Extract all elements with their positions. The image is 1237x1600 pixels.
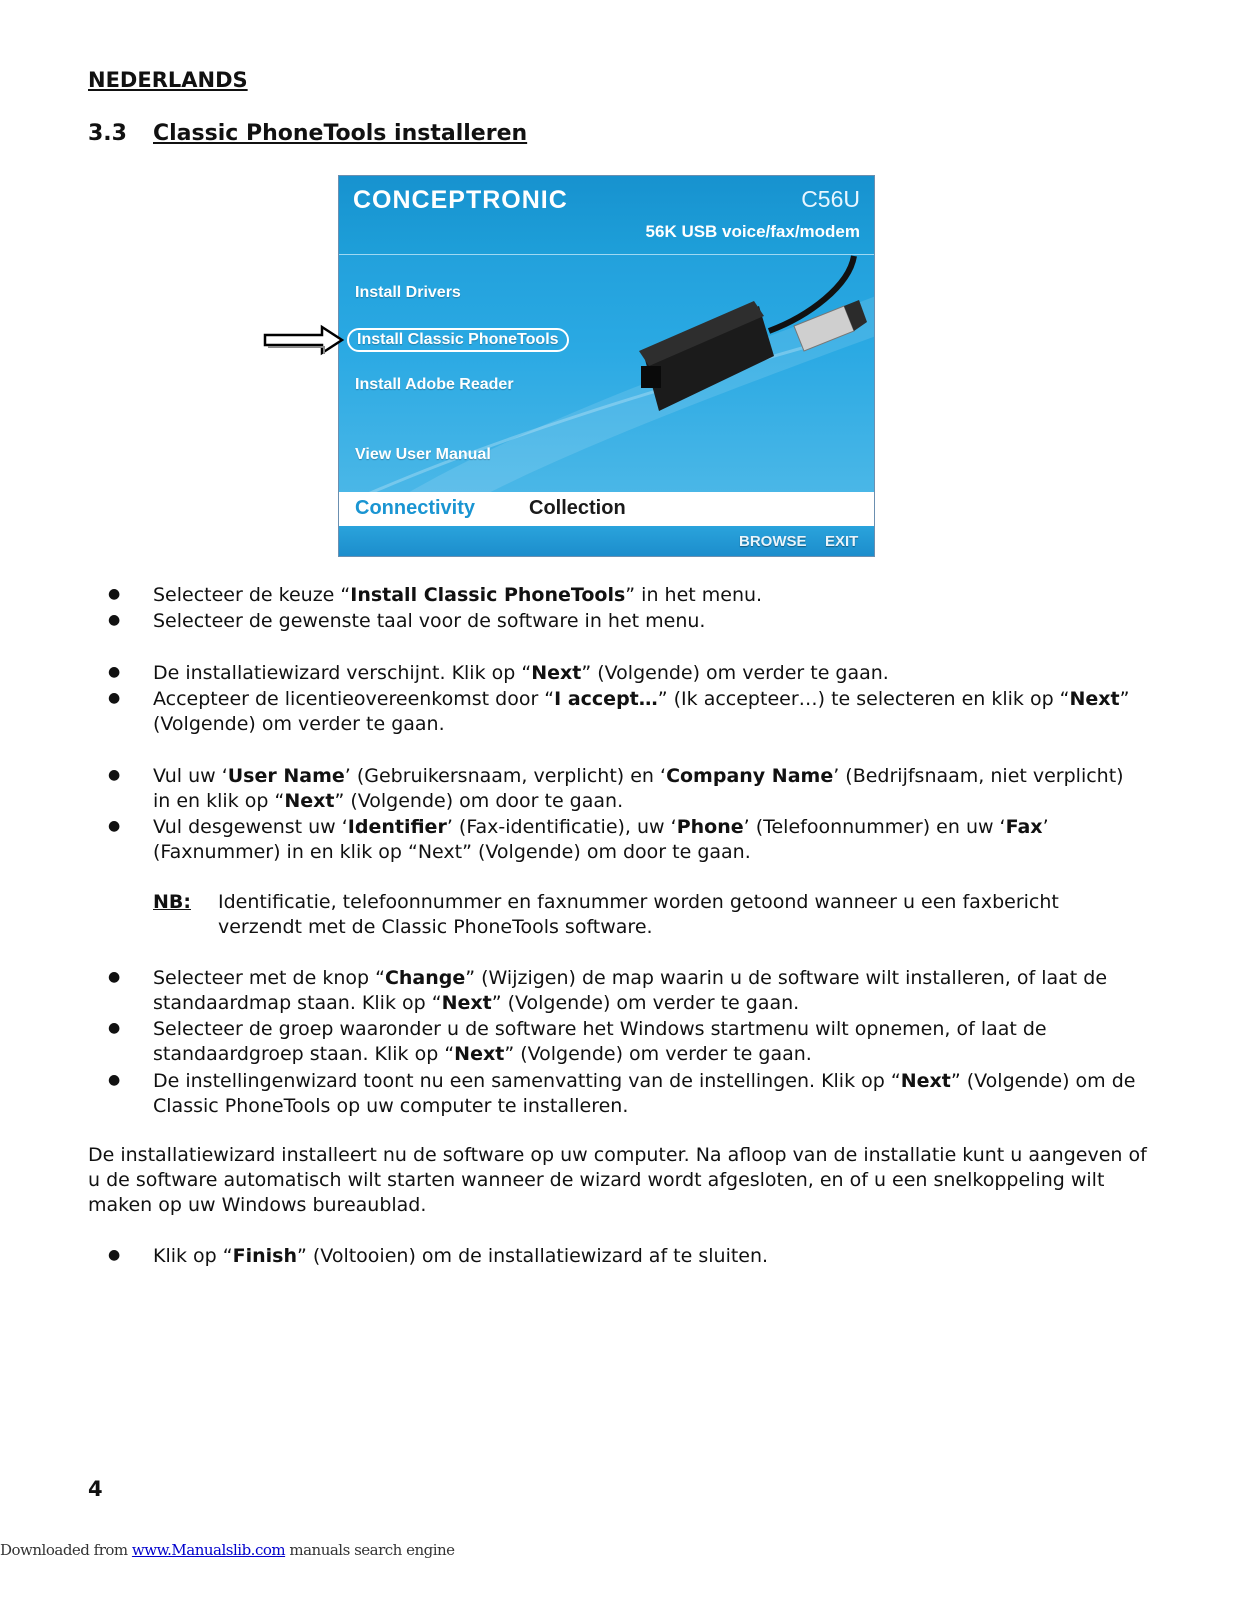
- model-subtitle: 56K USB voice/fax/modem: [645, 222, 860, 241]
- menu-install-drivers[interactable]: Install Drivers: [355, 284, 461, 301]
- collection-band: [339, 492, 874, 526]
- collection-title-collection: Collection: [529, 497, 626, 519]
- manualslib-link[interactable]: www.Manualslib.com: [131, 1541, 286, 1559]
- menu-install-classic-phonetools[interactable]: Install Classic PhoneTools: [347, 328, 569, 352]
- launcher-bottom-bar: [339, 526, 874, 557]
- language-heading: NEDERLANDS: [88, 68, 248, 92]
- brand-logo: CONCEPTRONIC: [353, 186, 568, 214]
- bullet-icon: ●: [108, 586, 121, 602]
- list-item: Selecteer de groep waaronder u de software het Windows startmenu wilt opnemen, of laat de standaardgroep staan. Klik op “Next” (Volgende) om verder te gaan.: [153, 1018, 1047, 1065]
- bullet-icon: ●: [108, 767, 121, 783]
- list-item: Vul desgewenst uw ‘Identifier’ (Fax-identificatie), uw ‘Phone’ (Telefoonnummer) en uw ‘Fax’ (Faxnummer) in en klik op “Next” (Volgende) om door te gaan.: [153, 816, 1049, 863]
- collection-title-connectivity: Connectivity: [355, 497, 476, 519]
- bullet-icon: ●: [108, 690, 121, 706]
- list-item: Accepteer de licentieovereenkomst door “I accept…” (Ik accepteer…) te selecteren en klik op “Next” (Volgende) om verder te gaan.: [153, 688, 1130, 735]
- download-footer: Downloaded from www.Manualslib.com manuals search engine: [0, 1541, 455, 1559]
- summary-paragraph: De installatiewizard installeert nu de software op uw computer. Na afloop van de installatie kunt u aangeven of u de software automatisch wilt starten wanneer de wizard wordt afgesloten, en of u een snelkoppeling wilt maken op uw Windows bureaublad.: [88, 1144, 1147, 1216]
- model-name: C56U: [801, 186, 860, 212]
- launcher-screenshot: [338, 175, 875, 557]
- bullet-icon: ●: [108, 612, 121, 628]
- browse-button[interactable]: BROWSE: [739, 533, 807, 550]
- list-item: Selecteer met de knop “Change” (Wijzigen) de map waarin u de software wilt installeren, of laat de standaardmap staan. Klik op “Next” (Volgende) om verder te gaan.: [153, 967, 1108, 1014]
- list-item: Selecteer de keuze “Install Classic PhoneTools” in het menu.: [153, 584, 763, 606]
- bullet-icon: ●: [108, 969, 121, 985]
- bullet-icon: ●: [108, 1020, 121, 1036]
- bullet-icon: ●: [108, 1072, 121, 1088]
- page-number: 4: [88, 1477, 103, 1501]
- bullet-icon: ●: [108, 664, 121, 680]
- launcher-header: [339, 176, 874, 255]
- list-item: Vul uw ‘User Name’ (Gebruikersnaam, verplicht) en ‘Company Name’ (Bedrijfsnaam, niet verplicht) in en klik op “Next” (Volgende) om door te gaan.: [153, 765, 1124, 812]
- list-item: De instellingenwizard toont nu een samenvatting van de instellingen. Klik op “Next” (Volgende) om de Classic PhoneTools op uw computer te installeren.: [153, 1070, 1136, 1117]
- list-item: Selecteer de gewenste taal voor de software in het menu.: [153, 610, 706, 632]
- bullet-icon: ●: [108, 818, 121, 834]
- exit-button[interactable]: EXIT: [825, 533, 859, 550]
- section-number: 3.3: [88, 121, 127, 146]
- note-text: Identificatie, telefoonnummer en faxnummer worden getoond wanneer u een faxbericht verzendt met de Classic PhoneTools software.: [218, 891, 1059, 938]
- menu-install-adobe-reader[interactable]: Install Adobe Reader: [355, 376, 514, 393]
- section-title: Classic PhoneTools installeren: [153, 121, 528, 146]
- note-label: NB:: [153, 891, 191, 913]
- bullet-icon: ●: [108, 1247, 121, 1263]
- menu-view-user-manual[interactable]: View User Manual: [355, 446, 491, 463]
- pointer-arrow-icon: [262, 324, 346, 356]
- list-item: Klik op “Finish” (Voltooien) om de installatiewizard af te sluiten.: [153, 1245, 769, 1267]
- list-item: De installatiewizard verschijnt. Klik op “Next” (Volgende) om verder te gaan.: [153, 662, 889, 684]
